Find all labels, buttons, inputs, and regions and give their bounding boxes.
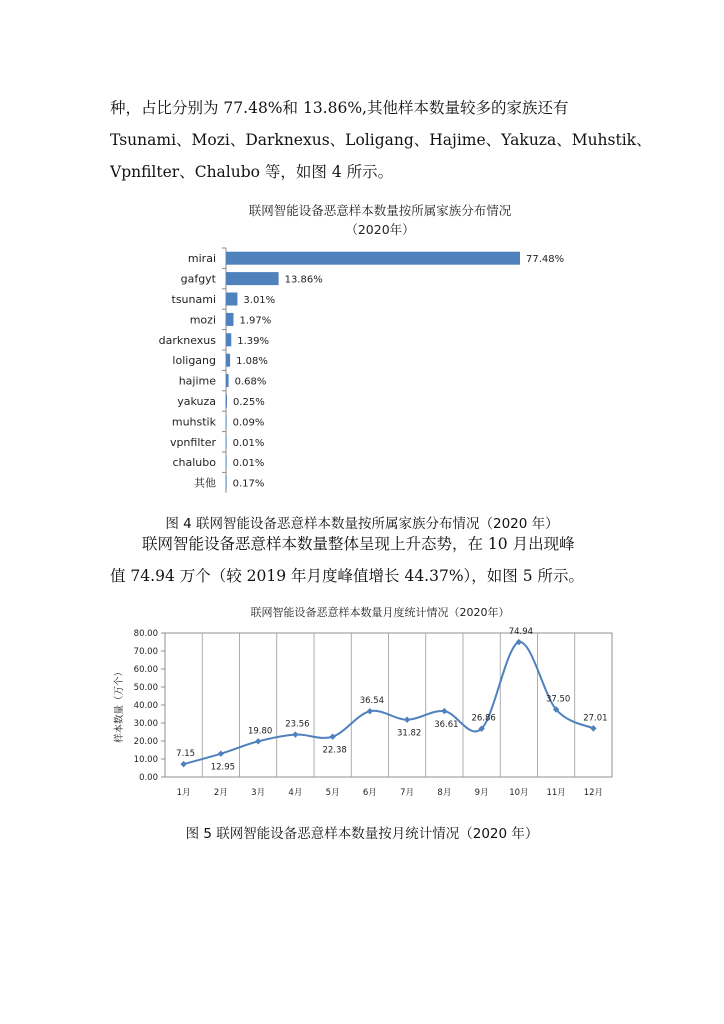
bar-value-label: 1.97% bbox=[239, 315, 272, 327]
figure5-caption: 图 5 联网智能设备恶意样本数量按月统计情况（2020 年） bbox=[185, 826, 539, 842]
data-point-marker bbox=[367, 708, 373, 714]
y-tick-label: 80.00 bbox=[133, 629, 158, 639]
data-value-label: 37.50 bbox=[545, 694, 571, 705]
x-tick-label: 10月 bbox=[509, 788, 529, 798]
data-value-label: 27.01 bbox=[583, 713, 608, 724]
data-value-label: 12.95 bbox=[210, 762, 236, 773]
x-tick-label: 2月 bbox=[213, 788, 228, 798]
data-value-label: 23.56 bbox=[285, 719, 310, 730]
bar-value-label: 0.09% bbox=[232, 417, 265, 429]
x-tick-label: 4月 bbox=[288, 788, 303, 798]
data-value-label: 22.38 bbox=[322, 745, 347, 756]
bar-value-label: 0.17% bbox=[232, 478, 265, 490]
bar-value-label: 77.48% bbox=[526, 254, 565, 266]
y-tick-label: 50.00 bbox=[133, 683, 158, 693]
data-value-label: 26.86 bbox=[471, 713, 496, 724]
x-tick-label: 1月 bbox=[176, 788, 191, 798]
bar-category-label: chalubo bbox=[172, 456, 216, 470]
data-point-marker bbox=[218, 750, 224, 756]
bar-category-label: vpnfilter bbox=[169, 435, 216, 449]
bar-value-label: 1.39% bbox=[237, 335, 270, 347]
bar-category-label: loligang bbox=[172, 354, 216, 368]
paragraph-line: Tsunami、Mozi、Darknexus、Loligang、Hajime、Yakuza、Muhstik、 bbox=[110, 131, 652, 149]
x-tick-label: 6月 bbox=[362, 788, 377, 798]
x-tick-label: 11月 bbox=[546, 788, 566, 798]
x-tick-label: 7月 bbox=[400, 788, 415, 798]
bar-category-label: mirai bbox=[187, 252, 216, 266]
data-point-marker bbox=[292, 731, 298, 737]
bar-value-label: 0.01% bbox=[232, 437, 265, 449]
y-tick-label: 60.00 bbox=[133, 665, 158, 675]
bar-value-label: 0.68% bbox=[234, 376, 267, 388]
y-tick-label: 0.00 bbox=[139, 773, 158, 783]
x-tick-label: 9月 bbox=[474, 788, 489, 798]
y-axis-label: 样本数量（万个） bbox=[114, 666, 125, 744]
x-tick-label: 8月 bbox=[437, 788, 452, 798]
bar-category-label: muhstik bbox=[171, 415, 216, 429]
paragraph-line: 种，占比分别为 77.48%和 13.86%,其他样本数量较多的家族还有 bbox=[110, 99, 569, 117]
bar-category-label: hajime bbox=[178, 374, 216, 388]
x-tick-label: 5月 bbox=[325, 788, 340, 798]
bar-category-label: tsunami bbox=[171, 293, 216, 306]
figure4-title-line2: （2020年） bbox=[345, 222, 415, 237]
x-tick-label: 12月 bbox=[583, 788, 604, 798]
y-tick-label: 70.00 bbox=[133, 647, 158, 657]
paragraph-line: 联网智能设备恶意样本数量整体呈现上升态势，在 10 月出现峰 bbox=[142, 535, 575, 553]
bar-category-label: 其他 bbox=[194, 476, 216, 490]
data-point-marker bbox=[441, 708, 447, 714]
data-point-marker bbox=[180, 761, 186, 767]
bar-value-label: 1.08% bbox=[236, 356, 268, 368]
y-tick-label: 20.00 bbox=[133, 737, 158, 747]
paragraph-line: 值 74.94 万个（较 2019 年月度峰值增长 44.37%），如图 5 所示。 bbox=[110, 567, 585, 585]
paragraph-line: Vpnfilter、Chalubo 等，如图 4 所示。 bbox=[110, 163, 394, 181]
x-tick-label: 3月 bbox=[251, 788, 266, 798]
bar-value-label: 0.25% bbox=[232, 397, 265, 408]
bar-value-label: 3.01% bbox=[243, 295, 276, 306]
bar-category-label: mozi bbox=[189, 313, 216, 327]
data-value-label: 19.80 bbox=[247, 726, 273, 737]
data-value-label: 74.94 bbox=[508, 627, 534, 638]
data-value-label: 36.54 bbox=[359, 696, 385, 707]
bar-value-label: 0.01% bbox=[232, 458, 265, 470]
bar-category-label: darknexus bbox=[158, 333, 216, 347]
figure4-title-line1: 联网智能设备恶意样本数量按所属家族分布情况 bbox=[248, 203, 512, 218]
data-value-label: 31.82 bbox=[396, 728, 422, 739]
bar-category-label: yakuza bbox=[177, 395, 216, 408]
figure4-caption: 图 4 联网智能设备恶意样本数量按所属家族分布情况（2020 年） bbox=[165, 516, 559, 532]
data-point-marker bbox=[329, 734, 335, 740]
y-tick-label: 30.00 bbox=[133, 719, 158, 729]
data-value-label: 7.15 bbox=[176, 749, 196, 760]
data-point-marker bbox=[590, 725, 596, 731]
data-value-label: 36.61 bbox=[434, 720, 459, 731]
y-tick-label: 40.00 bbox=[133, 701, 158, 711]
y-tick-label: 10.00 bbox=[133, 755, 158, 765]
figure5-chart-title: 联网智能设备恶意样本数量月度统计情况（2020年） bbox=[250, 606, 510, 619]
data-point-marker bbox=[404, 717, 410, 723]
bar-category-label: gafgyt bbox=[180, 272, 216, 286]
bar-value-label: 13.86% bbox=[284, 274, 323, 286]
data-point-marker bbox=[255, 738, 261, 744]
